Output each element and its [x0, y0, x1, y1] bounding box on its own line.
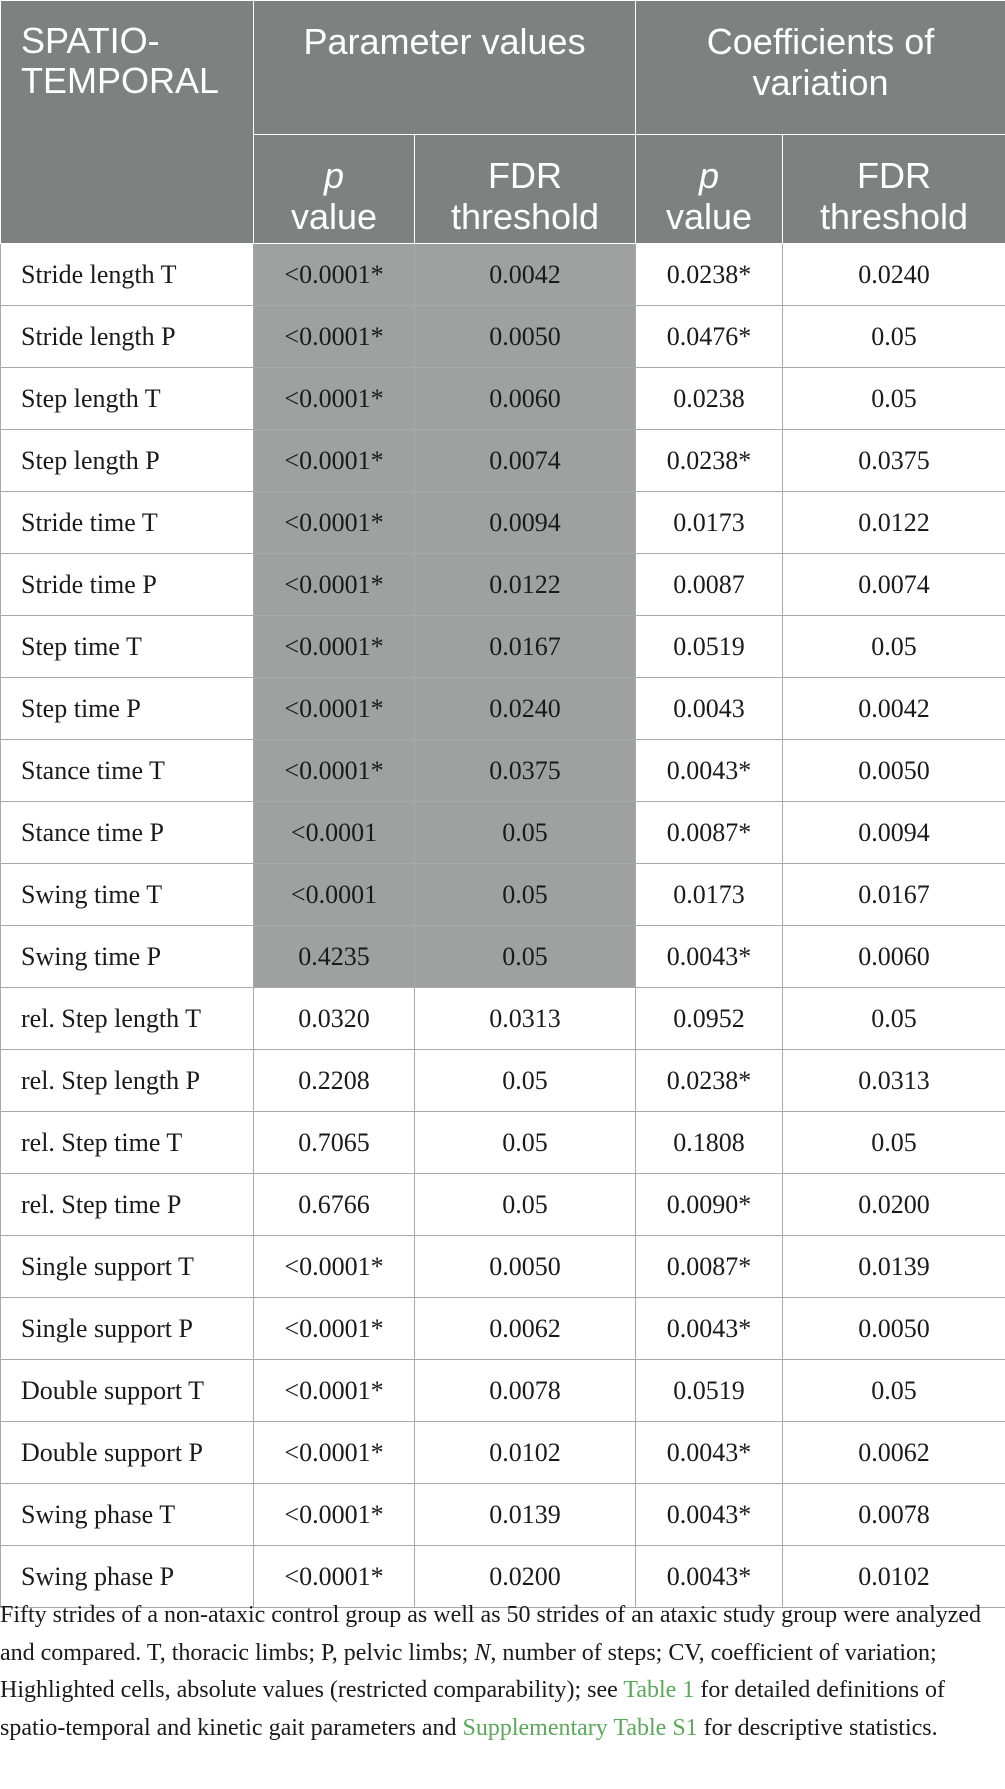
cv-fdr-threshold-cell: 0.0167	[783, 864, 1005, 926]
param-p-value-cell: <0.0001*	[254, 678, 415, 740]
param-p-value-cell: <0.0001*	[254, 306, 415, 368]
table-row	[1, 740, 1005, 802]
table-row	[1, 554, 1005, 616]
table-row	[1, 616, 1005, 678]
table-row	[1, 1422, 1005, 1484]
param-fdr-threshold-cell: 0.0313	[415, 988, 636, 1050]
table-row	[1, 368, 1005, 430]
param-fdr-threshold-cell: 0.05	[415, 1050, 636, 1112]
row-label-cell: Stance time T	[1, 740, 254, 802]
table-row	[1, 492, 1005, 554]
param-p-value-cell: <0.0001*	[254, 1298, 415, 1360]
cv-fdr-threshold-cell: 0.0139	[783, 1236, 1005, 1298]
param-fdr-threshold-cell: 0.0074	[415, 430, 636, 492]
cv-p-value-cell: 0.0519	[636, 616, 783, 678]
param-p-value-cell: <0.0001	[254, 802, 415, 864]
table-row	[1, 1112, 1005, 1174]
cv-fdr-threshold-cell: 0.0240	[783, 244, 1005, 306]
param-fdr-threshold-cell: 0.0062	[415, 1298, 636, 1360]
row-label-cell: Double support P	[1, 1422, 254, 1484]
row-label-cell: Swing phase P	[1, 1546, 254, 1608]
cv-fdr-threshold-cell: 0.05	[783, 616, 1005, 678]
row-label-cell: Swing phase T	[1, 1484, 254, 1546]
param-p-value-cell: <0.0001*	[254, 554, 415, 616]
param-fdr-threshold-cell: 0.05	[415, 926, 636, 988]
header-cv-p-value: p value	[636, 135, 783, 244]
cv-fdr-threshold-cell: 0.05	[783, 368, 1005, 430]
cv-p-value-cell: 0.0043*	[636, 1484, 783, 1546]
param-fdr-threshold-cell: 0.05	[415, 1174, 636, 1236]
row-label-cell: Stride time T	[1, 492, 254, 554]
param-fdr-threshold-cell: 0.0078	[415, 1360, 636, 1422]
cv-p-value-cell: 0.0043*	[636, 1298, 783, 1360]
param-fdr-threshold-cell: 0.0050	[415, 306, 636, 368]
cv-fdr-threshold-cell: 0.0094	[783, 802, 1005, 864]
cv-p-value-cell: 0.0043*	[636, 1422, 783, 1484]
param-fdr-threshold-cell: 0.0375	[415, 740, 636, 802]
cv-fdr-threshold-cell: 0.0074	[783, 554, 1005, 616]
table-row	[1, 1360, 1005, 1422]
row-label-cell: Stride time P	[1, 554, 254, 616]
cv-p-value-cell: 0.0476*	[636, 306, 783, 368]
row-label-cell: Step length T	[1, 368, 254, 430]
param-p-value-cell: <0.0001*	[254, 244, 415, 306]
cv-p-value-cell: 0.0238*	[636, 244, 783, 306]
cv-fdr-threshold-cell: 0.0122	[783, 492, 1005, 554]
row-label-cell: Double support T	[1, 1360, 254, 1422]
cv-p-value-cell: 0.1808	[636, 1112, 783, 1174]
row-label-cell: Swing time T	[1, 864, 254, 926]
cv-fdr-threshold-cell: 0.05	[783, 1360, 1005, 1422]
cv-fdr-threshold-cell: 0.0102	[783, 1546, 1005, 1608]
table-row	[1, 988, 1005, 1050]
param-p-value-cell: 0.7065	[254, 1112, 415, 1174]
row-label-cell: Step time T	[1, 616, 254, 678]
cv-p-value-cell: 0.0043*	[636, 926, 783, 988]
row-label-cell: rel. Step length T	[1, 988, 254, 1050]
param-fdr-threshold-cell: 0.0060	[415, 368, 636, 430]
param-p-value-cell: <0.0001*	[254, 1484, 415, 1546]
header-parameter-values: Parameter values	[254, 1, 636, 135]
table-1-link[interactable]: Table 1	[623, 1677, 695, 1703]
table-row	[1, 430, 1005, 492]
param-p-value-cell: <0.0001*	[254, 1422, 415, 1484]
row-label-cell: Stride length P	[1, 306, 254, 368]
param-fdr-threshold-cell: 0.0200	[415, 1546, 636, 1608]
param-fdr-threshold-cell: 0.05	[415, 802, 636, 864]
header-cv-fdr-threshold: FDR threshold	[783, 135, 1005, 244]
cv-p-value-cell: 0.0173	[636, 864, 783, 926]
param-p-value-cell: <0.0001*	[254, 368, 415, 430]
cv-fdr-threshold-cell: 0.0200	[783, 1174, 1005, 1236]
param-p-value-cell: <0.0001*	[254, 430, 415, 492]
param-p-value-cell: 0.6766	[254, 1174, 415, 1236]
cv-fdr-threshold-cell: 0.0050	[783, 740, 1005, 802]
row-label-cell: Stride length T	[1, 244, 254, 306]
row-label-cell: Swing time P	[1, 926, 254, 988]
param-p-value-cell: 0.4235	[254, 926, 415, 988]
row-label-cell: Step time P	[1, 678, 254, 740]
cv-fdr-threshold-cell: 0.0062	[783, 1422, 1005, 1484]
param-fdr-threshold-cell: 0.0042	[415, 244, 636, 306]
cv-fdr-threshold-cell: 0.0313	[783, 1050, 1005, 1112]
table-footnote: Fifty strides of a non-ataxic control group as well as 50 strides of an ataxic study group were analyzed and compared. T, thoracic limbs; P, pelvic limbs; N, number of steps; CV, coefficient of variation; Highlighted cells, absolute values (restricted comparability); see Table 1 for detailed definitions of spatio-temporal and kinetic gait parameters and Supplementary Table S1 for descriptive statistics.	[0, 1602, 982, 1741]
cv-fdr-threshold-cell: 0.0042	[783, 678, 1005, 740]
cv-fdr-threshold-cell: 0.0060	[783, 926, 1005, 988]
cv-fdr-threshold-cell: 0.05	[783, 1112, 1005, 1174]
row-label-cell: rel. Step time T	[1, 1112, 254, 1174]
param-p-value-cell: <0.0001*	[254, 1360, 415, 1422]
table-row	[1, 802, 1005, 864]
cv-p-value-cell: 0.0043*	[636, 1546, 783, 1608]
header-spatio-temporal: SPATIO- TEMPORAL	[1, 1, 254, 244]
param-p-value-cell: 0.0320	[254, 988, 415, 1050]
cv-p-value-cell: 0.0090*	[636, 1174, 783, 1236]
header-param-fdr-threshold: FDR threshold	[415, 135, 636, 244]
header-coefficients-of-variation: Coefficients of variation	[636, 1, 1005, 135]
cv-fdr-threshold-cell: 0.05	[783, 988, 1005, 1050]
row-label-cell: Single support P	[1, 1298, 254, 1360]
param-fdr-threshold-cell: 0.0122	[415, 554, 636, 616]
table-row	[1, 244, 1005, 306]
param-fdr-threshold-cell: 0.05	[415, 1112, 636, 1174]
cv-p-value-cell: 0.0087*	[636, 802, 783, 864]
header-param-p-value: p value	[254, 135, 415, 244]
table-row	[1, 1050, 1005, 1112]
param-p-value-cell: <0.0001*	[254, 616, 415, 678]
table-row	[1, 1236, 1005, 1298]
cv-p-value-cell: 0.0238*	[636, 430, 783, 492]
param-fdr-threshold-cell: 0.0167	[415, 616, 636, 678]
table-header	[1, 1, 1005, 244]
table-row	[1, 306, 1005, 368]
cv-p-value-cell: 0.0087*	[636, 1236, 783, 1298]
table-row	[1, 1174, 1005, 1236]
param-fdr-threshold-cell: 0.05	[415, 864, 636, 926]
cv-p-value-cell: 0.0519	[636, 1360, 783, 1422]
cv-fdr-threshold-cell: 0.0078	[783, 1484, 1005, 1546]
param-p-value-cell: 0.2208	[254, 1050, 415, 1112]
row-label-cell: Single support T	[1, 1236, 254, 1298]
cv-fdr-threshold-cell: 0.05	[783, 306, 1005, 368]
row-label-cell: rel. Step length P	[1, 1050, 254, 1112]
param-fdr-threshold-cell: 0.0240	[415, 678, 636, 740]
cv-p-value-cell: 0.0043*	[636, 740, 783, 802]
param-p-value-cell: <0.0001*	[254, 740, 415, 802]
cv-fdr-threshold-cell: 0.0375	[783, 430, 1005, 492]
cv-p-value-cell: 0.0952	[636, 988, 783, 1050]
row-label-cell: rel. Step time P	[1, 1174, 254, 1236]
param-fdr-threshold-cell: 0.0050	[415, 1236, 636, 1298]
param-p-value-cell: <0.0001*	[254, 1236, 415, 1298]
param-p-value-cell: <0.0001	[254, 864, 415, 926]
param-fdr-threshold-cell: 0.0094	[415, 492, 636, 554]
cv-p-value-cell: 0.0238*	[636, 1050, 783, 1112]
row-label-cell: Step length P	[1, 430, 254, 492]
cv-p-value-cell: 0.0238	[636, 368, 783, 430]
row-label-cell: Stance time P	[1, 802, 254, 864]
table-row	[1, 864, 1005, 926]
cv-p-value-cell: 0.0087	[636, 554, 783, 616]
table-body	[1, 244, 1005, 1608]
table-row	[1, 678, 1005, 740]
cv-fdr-threshold-cell: 0.0050	[783, 1298, 1005, 1360]
table-row	[1, 1484, 1005, 1546]
table-row	[1, 926, 1005, 988]
param-fdr-threshold-cell: 0.0102	[415, 1422, 636, 1484]
table-row	[1, 1298, 1005, 1360]
param-p-value-cell: <0.0001*	[254, 492, 415, 554]
param-p-value-cell: <0.0001*	[254, 1546, 415, 1608]
cv-p-value-cell: 0.0173	[636, 492, 783, 554]
supplementary-table-s1-link[interactable]: Supplementary Table S1	[462, 1714, 698, 1741]
param-fdr-threshold-cell: 0.0139	[415, 1484, 636, 1546]
cv-p-value-cell: 0.0043	[636, 678, 783, 740]
